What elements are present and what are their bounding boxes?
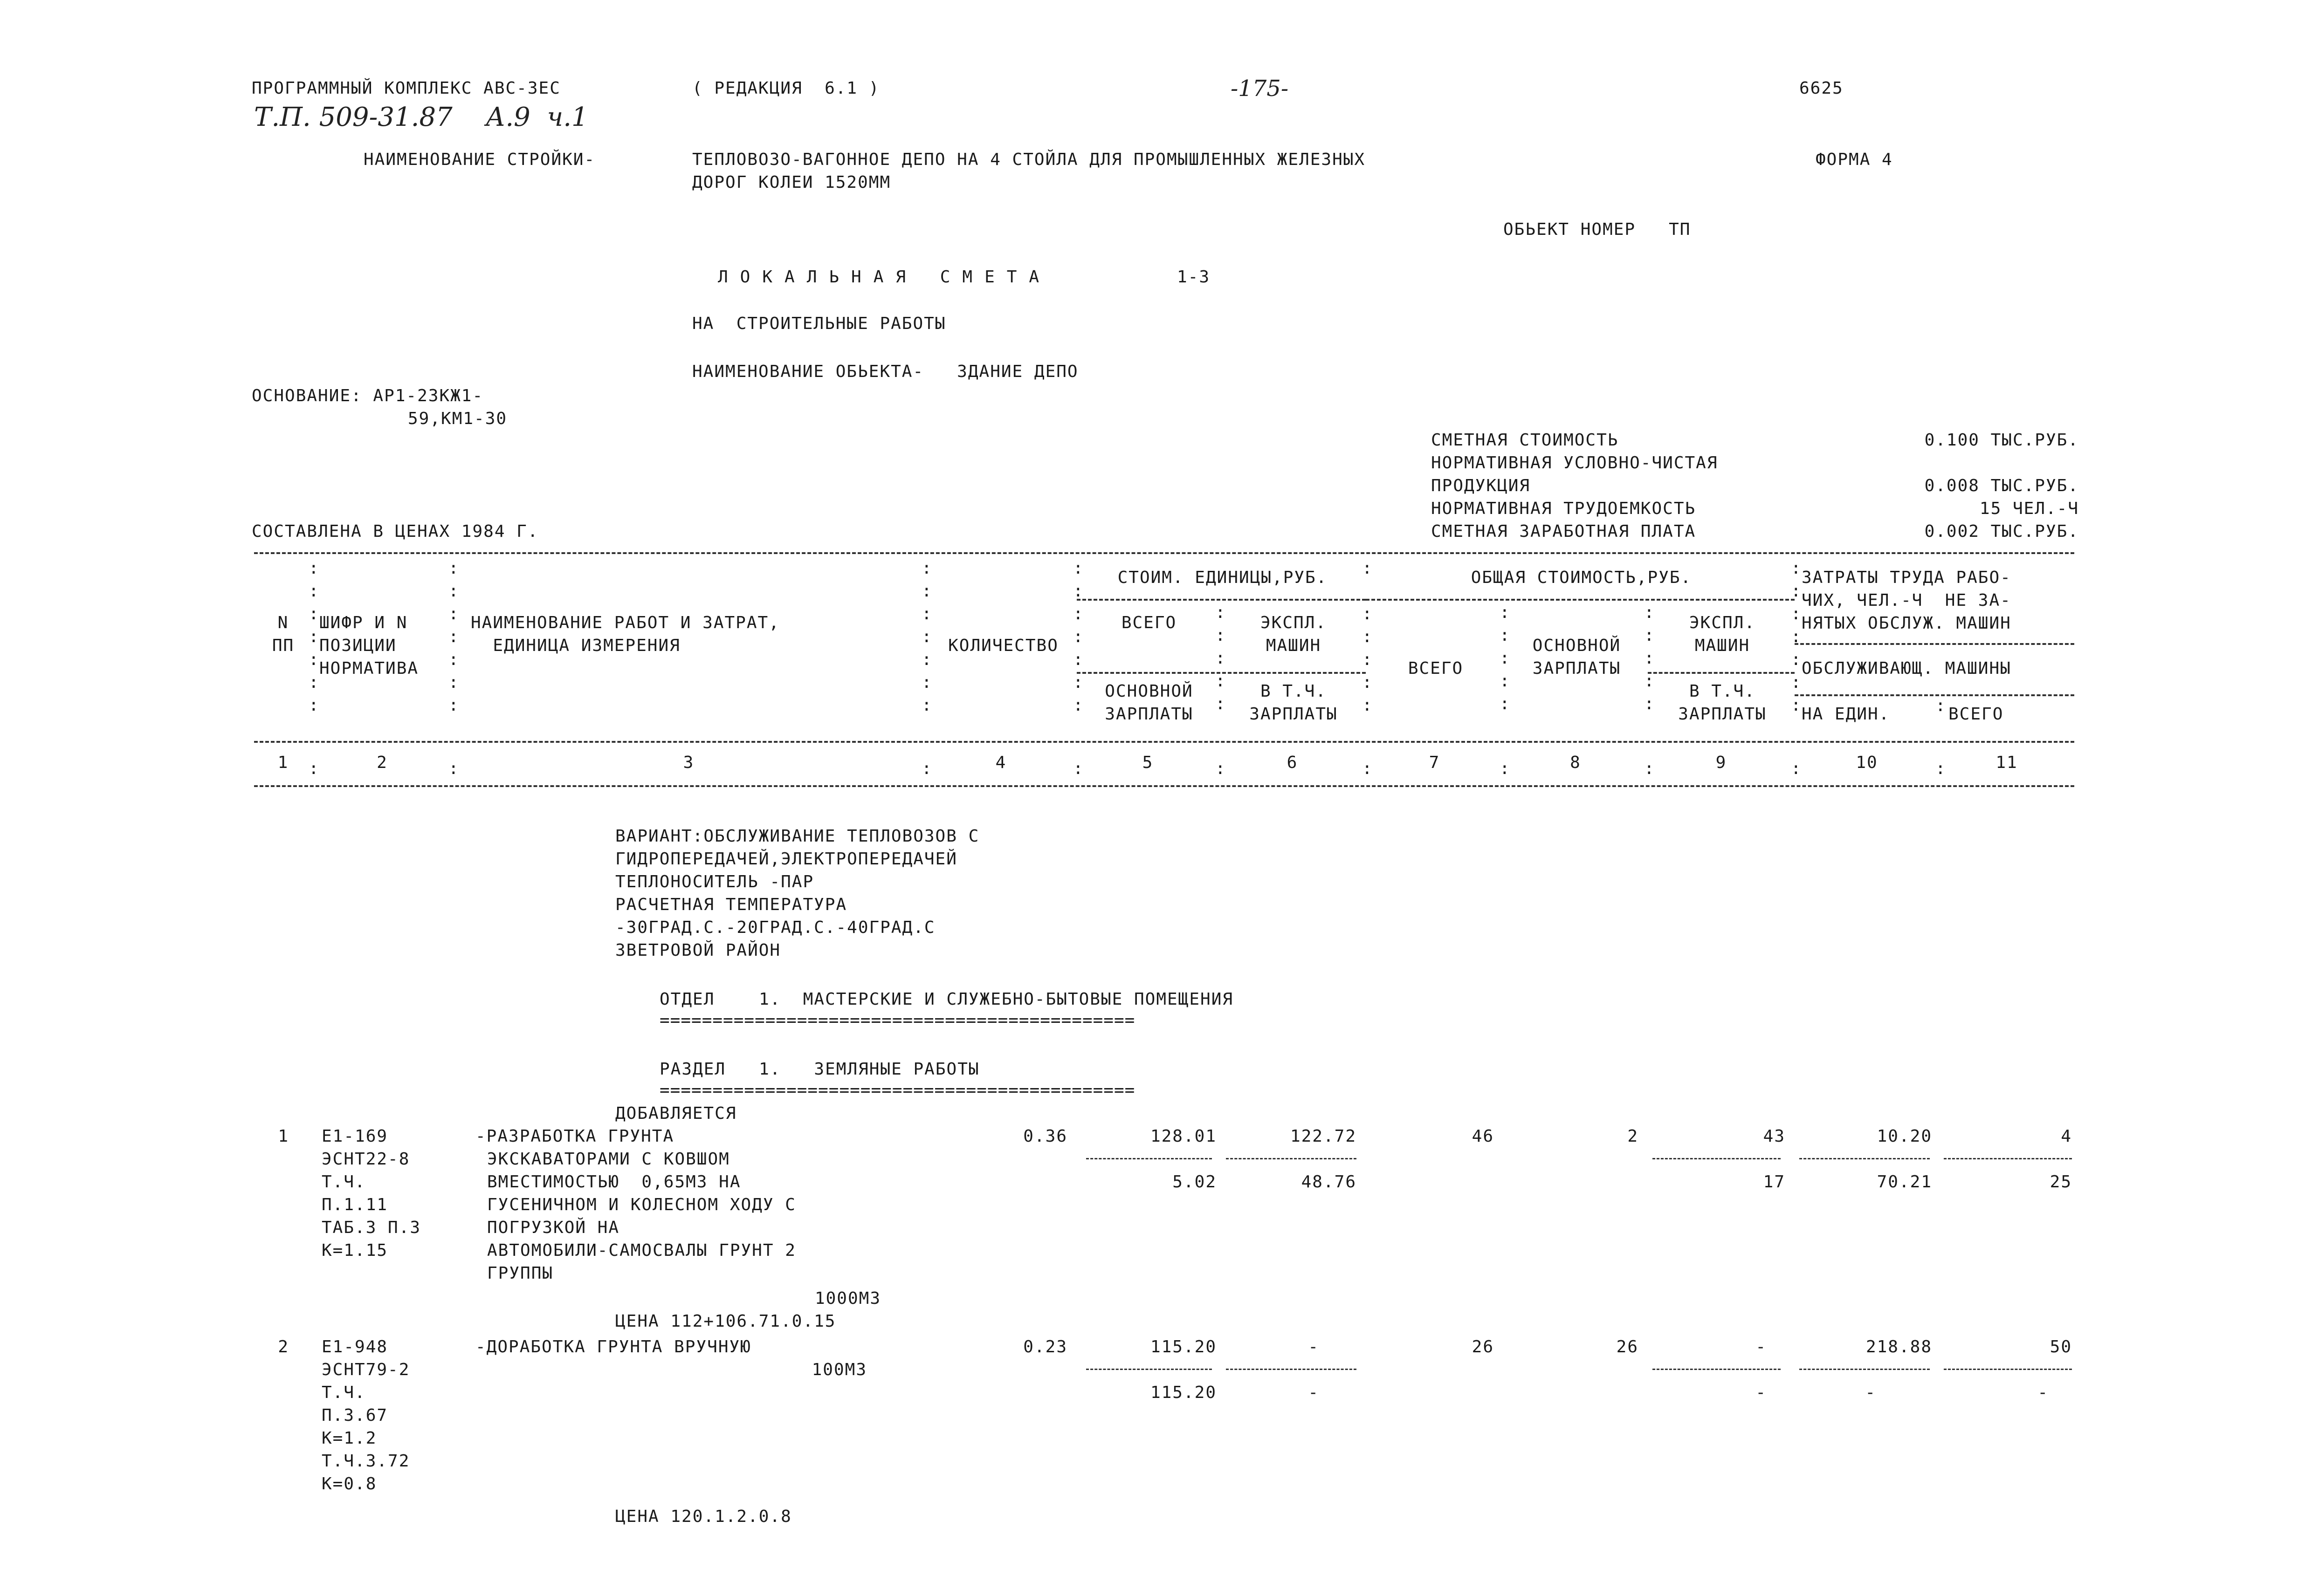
item-code: К=1.15 [322,1241,388,1260]
column-number: 11 [1995,753,2018,772]
summary-value: 0.100 ТЫС.РУБ. [1924,431,2079,450]
header-labor-machines: ОБСЛУЖИВАЮЩ. МАШИНЫ [1802,659,2011,678]
part-title: РАЗДЕЛ 1. ЗЕМЛЯНЫЕ РАБОТЫ [660,1060,980,1079]
document-code: 6625 [1799,79,1844,98]
header-subrule [1648,672,1795,674]
item-code: ЭСНТ22-8 [322,1150,410,1169]
object-name: НАИМЕНОВАНИЕ ОБЬЕКТА- ЗДАНИЕ ДЕПО [692,362,1079,381]
works-type: НА СТРОИТЕЛЬНЫЕ РАБОТЫ [692,314,946,333]
header-subrule [1795,643,2074,645]
handwritten-reference: Т.П. 509-31.87 А.9 ч.1 [254,102,588,132]
cell-rule [1086,1158,1212,1159]
header-col-9a: ЭКСПЛ. МАШИН [1689,613,1756,655]
basis-line2: 59,КМ1-30 [408,409,508,428]
header-col-6b: В Т.Ч. ЗАРПЛАТЫ [1249,682,1338,724]
item-code: К=1.2 [322,1429,377,1448]
item-name: ЭКСКАВАТОРАМИ С КОВШОМ [487,1150,730,1169]
item-code: Т.Ч. [322,1383,366,1402]
column-number: 9 [1715,753,1727,772]
cell-rule [1226,1369,1356,1370]
item-code: П.1.11 [322,1195,388,1214]
header-col-5a: ВСЕГО [1121,613,1177,632]
item-unit: 1000М3 [814,1289,881,1308]
item-code: Е1-169 [322,1127,388,1146]
item-unit-machines: - [1308,1337,1319,1356]
item-unit-total: 128.01 [1150,1127,1217,1146]
item-code: К=0.8 [322,1474,377,1493]
item-price-formula: ЦЕНА 112+106.71.0.15 [615,1312,836,1331]
item-quantity: 0.36 [1023,1127,1067,1146]
item-name: ГРУППЫ [487,1264,554,1283]
column-number: 4 [995,753,1007,772]
basis-line1: ОСНОВАНИЕ: АР1-23КЖ1- [252,386,484,405]
item-price-formula: ЦЕНА 120.1.2.0.8 [615,1507,792,1526]
object-number: ОБЬЕКТ НОМЕР ТП [1503,220,1691,239]
item-name: АВТОМОБИЛИ-САМОСВАЛЫ ГРУНТ 2 [487,1241,796,1260]
item-machine-labor-unit: 70.21 [1877,1172,1932,1192]
part-rule: ============================================= [660,1081,1135,1100]
page-number: -175- [1231,75,1289,102]
summary-label: НОРМАТИВНАЯ ТРУДОЕМКОСТЬ [1431,499,1696,518]
cell-rule [1944,1158,2072,1159]
cell-rule [1652,1158,1781,1159]
item-code: ЭСНТ79-2 [322,1360,410,1379]
item-machine-labor-unit: - [1865,1383,1876,1402]
column-number: 3 [683,753,695,772]
table-header-rule [254,741,2074,743]
department-title: ОТДЕЛ 1. МАСТЕРСКИЕ И СЛУЖЕБНО-БЫТОВЫЕ ПОМЕЩЕНИЯ [660,990,1234,1009]
variant-line: ВАРИАНТ:ОБСЛУЖИВАНИЕ ТЕПЛОВОЗОВ С [615,827,980,846]
item-total-machines: 43 [1763,1127,1785,1146]
header-col-3: НАИМЕНОВАНИЕ РАБОТ И ЗАТРАТ, ЕДИНИЦА ИЗМЕРЕНИЯ [471,613,780,655]
item-total: 26 [1472,1337,1494,1356]
cell-rule [1799,1158,1930,1159]
summary-label: СМЕТНАЯ ЗАРАБОТНАЯ ПЛАТА [1431,522,1696,541]
item-labor-unit: 218.88 [1865,1337,1932,1356]
item-unit-wages: 5.02 [1172,1172,1217,1192]
variant-line: 3ВЕТРОВОЙ РАЙОН [615,941,781,960]
header-col-2: ШИФР И N ПОЗИЦИИ НОРМАТИВА [319,613,419,678]
summary-value: 0.002 ТЫС.РУБ. [1924,522,2079,541]
header-subrule [1077,599,1366,601]
site-name-line1: ТЕПЛОВОЗО-ВАГОННОЕ ДЕПО НА 4 СТОЙЛА ДЛЯ ПРОМЫШЛЕННЫХ ЖЕЛЕЗНЫХ [692,150,1366,169]
item-name: ПОГРУЗКОЙ НА [487,1218,620,1237]
item-machine-labor-total: - [2037,1383,2049,1402]
form-number: ФОРМА 4 [1816,150,1893,169]
item-unit-total: 115.20 [1150,1337,1217,1356]
summary-label: СМЕТНАЯ СТОИМОСТЬ [1431,431,1619,450]
cell-rule [1944,1369,2072,1370]
header-subrule [1366,599,1795,601]
header-col-6a: ЭКСПЛ. МАШИН [1260,613,1327,655]
item-code: Т.Ч. [322,1172,366,1192]
added-label: ДОБАВЛЯЕТСЯ [615,1104,737,1123]
document-title: ЛОКАЛЬНАЯ СМЕТА [718,267,1052,287]
header-col-1: N ПП [272,613,295,655]
column-number: 2 [377,753,388,772]
item-name: -ДОРАБОТКА ГРУНТА ВРУЧНУЮ [475,1337,751,1356]
site-name-line2: ДОРОГ КОЛЕИ 1520ММ [692,173,891,192]
header-labor: ЗАТРАТЫ ТРУДА РАБО- ЧИХ, ЧЕЛ.-Ч НЕ ЗА- НЯТЫХ ОБСЛУЖ. МАШИН [1802,568,2011,633]
column-number: 5 [1142,753,1154,772]
column-number: 8 [1570,753,1581,772]
item-labor-unit: 10.20 [1877,1127,1932,1146]
header-subrule [1795,694,2074,696]
item-total-machine-wages: 17 [1763,1172,1785,1192]
item-unit-wages: 115.20 [1150,1383,1217,1402]
item-labor-total: 50 [2050,1337,2072,1356]
item-code: ТАБ.3 П.3 [322,1218,421,1237]
item-name: -РАЗРАБОТКА ГРУНТА [475,1127,674,1146]
header-col-8: ОСНОВНОЙ ЗАРПЛАТЫ [1532,636,1621,678]
item-total-wages: 26 [1616,1337,1638,1356]
item-total-machines: - [1755,1337,1767,1356]
header-col-7: ВСЕГО [1408,659,1464,678]
item-code: Е1-948 [322,1337,388,1356]
item-unit-machine-wages: 48.76 [1301,1172,1356,1192]
header-total-cost: ОБЩАЯ СТОИМОСТЬ,РУБ. [1471,568,1692,587]
site-label: НАИМЕНОВАНИЕ СТРОЙКИ- [364,150,596,169]
edition: ( РЕДАКЦИЯ 6.1 ) [692,79,880,98]
item-total: 46 [1472,1127,1494,1146]
header-col-4: КОЛИЧЕСТВО [948,636,1059,655]
column-number: 10 [1856,753,1878,772]
item-unit: 100М3 [812,1360,867,1379]
cell-rule [1086,1369,1212,1370]
header-col-9b: В Т.Ч. ЗАРПЛАТЫ [1678,682,1767,724]
item-labor-total: 4 [2061,1127,2072,1146]
item-unit-machine-wages: - [1308,1383,1319,1402]
table-top-rule [254,552,2074,554]
header-col-10: НА ЕДИН. [1802,705,1890,724]
item-code: П.3.67 [322,1406,388,1425]
item-machine-labor-total: 25 [2050,1172,2072,1192]
table-numbers-rule [254,785,2074,787]
item-total-machine-wages: - [1755,1383,1767,1402]
item-name: ВМЕСТИМОСТЬЮ 0,65М3 НА [487,1172,741,1192]
header-unit-cost: СТОИМ. ЕДИНИЦЫ,РУБ. [1117,568,1328,587]
program-name: ПРОГРАММНЫЙ КОМПЛЕКС АВС-3ЕС [252,79,561,98]
prices-year: СОСТАВЛЕНА В ЦЕНАХ 1984 Г. [252,522,539,541]
item-number: 1 [278,1127,289,1146]
cell-rule [1226,1158,1356,1159]
cell-rule [1652,1369,1781,1370]
item-code: Т.Ч.3.72 [322,1452,410,1471]
column-number: 7 [1429,753,1440,772]
summary-label: НОРМАТИВНАЯ УСЛОВНО-ЧИСТАЯ [1431,453,1718,473]
column-number: 1 [277,753,289,772]
header-col-5b: ОСНОВНОЙ ЗАРПЛАТЫ [1105,682,1193,724]
item-unit-machines: 122.72 [1290,1127,1356,1146]
column-number: 6 [1287,753,1298,772]
item-quantity: 0.23 [1023,1337,1067,1356]
summary-value: 0.008 ТЫС.РУБ. [1924,476,2079,495]
variant-line: РАСЧЕТНАЯ ТЕМПЕРАТУРА [615,895,847,914]
item-total-wages: 2 [1627,1127,1638,1146]
item-name: ГУСЕНИЧНОМ И КОЛЕСНОМ ХОДУ С [487,1195,796,1214]
item-number: 2 [278,1337,289,1356]
header-col-11: ВСЕГО [1948,705,2004,724]
variant-line: ТЕПЛОНОСИТЕЛЬ -ПАР [615,872,814,891]
variant-line: ГИДРОПЕРЕДАЧЕЙ,ЭЛЕКТРОПЕРЕДАЧЕЙ [615,849,957,869]
cell-rule [1799,1369,1930,1370]
summary-label: ПРОДУКЦИЯ [1431,476,1531,495]
department-rule: ============================================= [660,1011,1135,1030]
document-title-number: 1-3 [1177,267,1211,287]
summary-value: 15 ЧЕЛ.-Ч [1979,499,2079,518]
variant-line: -30ГРАД.С.-20ГРАД.С.-40ГРАД.С [615,918,936,937]
